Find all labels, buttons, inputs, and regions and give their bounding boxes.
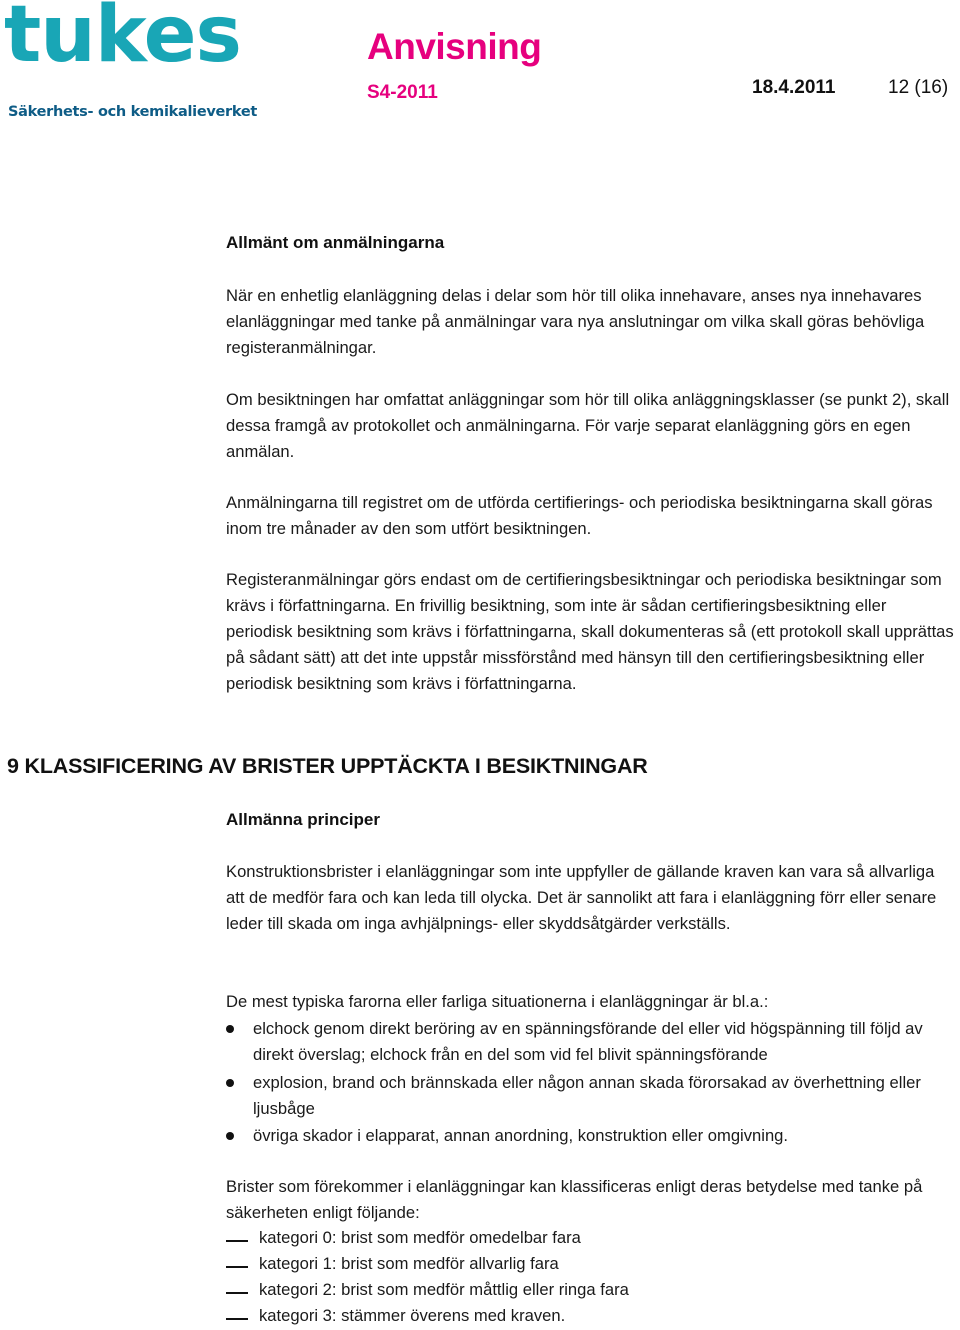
hazard-list [226, 1016, 956, 1151]
list-item-text: kategori 1: brist som medför allvarlig fara [259, 1254, 559, 1274]
list-item-text: elchock genom direkt beröring av en spänningsförande del eller vid högspänning till följd av direkt överslag; elchock från en del som vid fel blivit spänningsförande [253, 1019, 923, 1065]
paragraph: Anmälningarna till registret om de utförda certifierings- och periodiska besiktningarna skall göras inom tre månader av den som utfört besiktningen. [226, 493, 933, 539]
list-item-text: övriga skador i elapparat, annan anordning, konstruktion eller omgivning. [253, 1126, 789, 1146]
logo-wordmark: tukes [4, 0, 241, 80]
paragraph: Konstruktionsbrister i elanläggningar som inte uppfyller de gällande kraven kan vara så allvarliga att de medför fara och kan leda till olycka. Det är sannolikt att fara i elanläggning förr eller senare leder till skada om inga avhjälpnings- eller skyddsåtgärder verkställs. [226, 862, 937, 934]
document-date: 18.4.2011 [752, 77, 836, 98]
paragraph: Om besiktningen har omfattat anläggningar som hör till olika anläggningsklasser (se punkt 2), skall dessa framgå av protokollet och anmälningarna. För varje separat elanläggning görs en egen anmälan. [226, 390, 950, 462]
subsection-heading: Allmänna principer [226, 810, 380, 829]
list-item [226, 1303, 956, 1329]
paragraph: Brister som förekommer i elanläggningar kan klassificeras enligt deras betydelse med tanke på säkerheten enligt följande: [226, 1177, 923, 1223]
bullet-icon [226, 1025, 234, 1033]
list-item-text: kategori 3: stämmer överens med kraven. [259, 1306, 566, 1326]
dash-icon [226, 1292, 248, 1294]
category-list [226, 1225, 956, 1329]
tukes-logo [4, 0, 258, 122]
document-id: S4-2011 [367, 82, 438, 103]
dash-icon [226, 1240, 248, 1242]
bullet-icon [226, 1132, 234, 1140]
page-number: 12 (16) [888, 77, 949, 98]
list-item [226, 1070, 956, 1122]
logo-subtitle: Säkerhets- och kemikalieverket [8, 104, 258, 120]
dash-icon [226, 1266, 248, 1268]
document-type: Anvisning [367, 26, 542, 67]
section-heading: Allmänt om anmälningarna [226, 233, 445, 252]
chapter-title: 9 KLASSIFICERING AV BRISTER UPPTÄCKTA I BESIKTNINGAR [7, 754, 648, 778]
list-item-text: kategori 2: brist som medför måttlig eller ringa fara [259, 1280, 629, 1300]
paragraph: När en enhetlig elanläggning delas i delar som hör till olika innehavare, anses nya innehavares elanläggningar med tanke på anmälningar vara nya anslutningar om vilka skall göras behövliga registeranmälningar. [226, 286, 925, 358]
list-item [226, 1123, 956, 1149]
list-item-text: explosion, brand och brännskada eller någon annan skada förorsakad av överhettning eller ljusbåge [253, 1072, 921, 1118]
dash-icon [226, 1318, 248, 1320]
list-item [226, 1251, 956, 1277]
bullet-icon [226, 1079, 234, 1087]
list-item [226, 1016, 956, 1068]
paragraph: Registeranmälningar görs endast om de certifieringsbesiktningar och periodiska besiktningar som krävs i författningarna. En frivillig besiktning, som inte är sådan certifieringsbesiktning eller periodisk besiktning som krävs i författningarna, skall dokumenteras så (ett protokoll skall upprättas på sådant sätt) att det inte uppstår missförstånd med hänsyn till den certifieringsbesiktning eller periodisk besiktning som krävs i författningarna. [226, 570, 954, 694]
paragraph: De mest typiska farorna eller farliga situationerna i elanläggningar är bl.a.: [226, 992, 769, 1011]
list-item [226, 1277, 956, 1303]
list-item-text: kategori 0: brist som medför omedelbar fara [259, 1228, 581, 1247]
list-item [226, 1225, 956, 1251]
